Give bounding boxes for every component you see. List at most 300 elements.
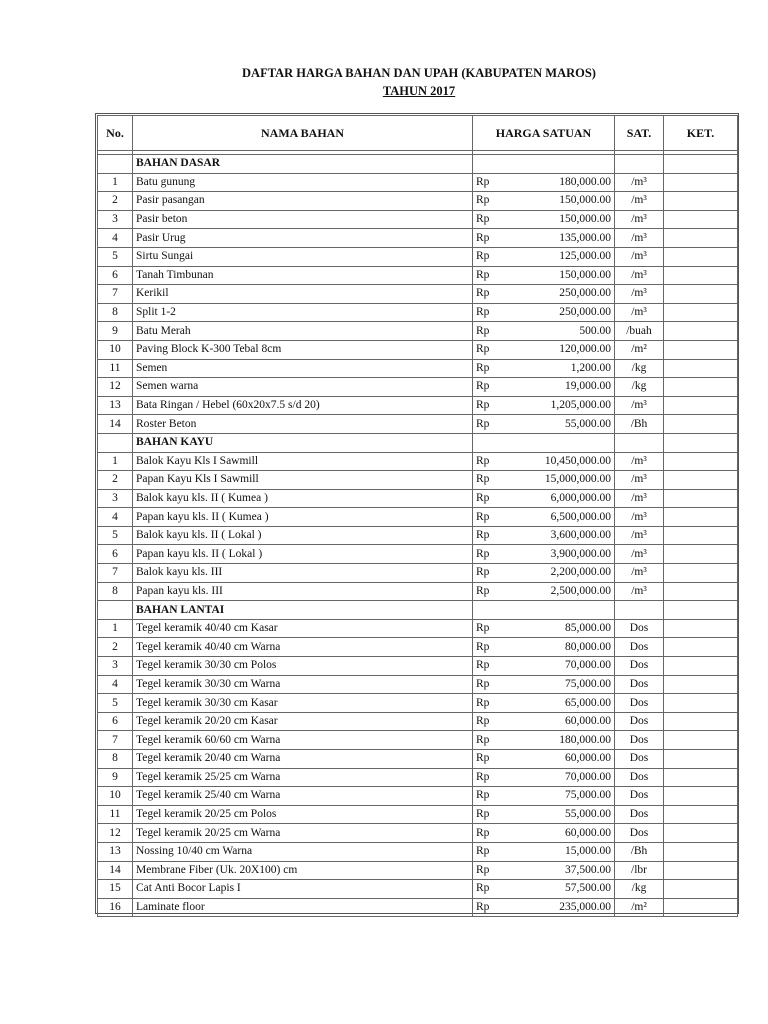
price-amount: 235,000.00: [559, 901, 611, 914]
row-number: 3: [98, 210, 133, 229]
unit-cell: /m³: [615, 210, 664, 229]
unit-cell: /m³: [615, 396, 664, 415]
table-row: [98, 508, 738, 527]
unit-cell: /Bh: [615, 415, 664, 434]
price-amount: 60,000.00: [565, 715, 611, 728]
price-cell: [473, 229, 615, 248]
note-cell: [664, 750, 738, 769]
material-name: Pasir beton: [133, 210, 473, 229]
column-header-unit: SAT.: [615, 116, 664, 151]
note-cell: [664, 675, 738, 694]
table-row: [98, 526, 738, 545]
price-cell: [473, 545, 615, 564]
table-row: [98, 247, 738, 266]
row-number: 13: [98, 396, 133, 415]
price-amount: 3,600,000.00: [550, 529, 611, 542]
note-cell: [664, 898, 738, 917]
note-cell: [664, 340, 738, 359]
currency-label: Rp: [476, 399, 490, 412]
price-cell: [473, 322, 615, 341]
row-number: 10: [98, 787, 133, 806]
material-name: Tegel keramik 25/40 cm Warna: [133, 787, 473, 806]
table-row: [98, 898, 738, 917]
note-cell: [664, 824, 738, 843]
currency-label: Rp: [476, 882, 490, 895]
material-name: Semen: [133, 359, 473, 378]
currency-label: Rp: [476, 324, 490, 337]
price-amount: 85,000.00: [565, 622, 611, 635]
material-name: Tegel keramik 25/25 cm Warna: [133, 768, 473, 787]
row-number: 4: [98, 508, 133, 527]
price-amount: 1,200.00: [570, 361, 611, 374]
note-cell: [664, 471, 738, 490]
currency-label: Rp: [476, 789, 490, 802]
price-amount: 57,500.00: [565, 882, 611, 895]
unit-cell: /m³: [615, 526, 664, 545]
price-cell: [473, 489, 615, 508]
section-title: BAHAN DASAR: [133, 155, 473, 174]
currency-label: Rp: [476, 770, 490, 783]
price-cell: [473, 898, 615, 917]
note-cell: [664, 638, 738, 657]
price-cell: [473, 768, 615, 787]
table-row: [98, 619, 738, 638]
table-row: [98, 712, 738, 731]
note-cell: [664, 229, 738, 248]
price-cell: [473, 192, 615, 211]
price-cell: [473, 805, 615, 824]
row-number: 8: [98, 582, 133, 601]
unit-cell: /m³: [615, 247, 664, 266]
section-title: BAHAN KAYU: [133, 433, 473, 452]
table-row: [98, 359, 738, 378]
row-number: 14: [98, 861, 133, 880]
note-cell: [664, 508, 738, 527]
currency-label: Rp: [476, 640, 490, 653]
unit-cell: /m³: [615, 452, 664, 471]
price-amount: 150,000.00: [559, 194, 611, 207]
section-header-row: [98, 155, 738, 174]
note-cell: [664, 694, 738, 713]
material-name: Papan kayu kls. II ( Kumea ): [133, 508, 473, 527]
currency-label: Rp: [476, 454, 490, 467]
row-number: 4: [98, 675, 133, 694]
table-row: [98, 303, 738, 322]
material-name: Pasir pasangan: [133, 192, 473, 211]
row-number: 15: [98, 880, 133, 899]
material-name: Sirtu Sungai: [133, 247, 473, 266]
price-amount: 180,000.00: [559, 175, 611, 188]
price-cell: [473, 880, 615, 899]
price-amount: 150,000.00: [559, 268, 611, 281]
unit-cell: /m³: [615, 471, 664, 490]
table-row: [98, 805, 738, 824]
unit-cell: /m³: [615, 564, 664, 583]
table-row: [98, 545, 738, 564]
price-amount: 2,500,000.00: [550, 584, 611, 597]
price-cell: [473, 619, 615, 638]
table-row: [98, 880, 738, 899]
currency-label: Rp: [476, 473, 490, 486]
material-name: Bata Ringan / Hebel (60x20x7.5 s/d 20): [133, 396, 473, 415]
price-cell: [473, 564, 615, 583]
row-number: 14: [98, 415, 133, 434]
row-number: 7: [98, 731, 133, 750]
note-cell: [664, 489, 738, 508]
column-header-price: HARGA SATUAN: [473, 116, 615, 151]
currency-label: Rp: [476, 529, 490, 542]
note-cell: [664, 657, 738, 676]
material-name: Tegel keramik 30/30 cm Kasar: [133, 694, 473, 713]
currency-label: Rp: [476, 677, 490, 690]
row-number: 6: [98, 712, 133, 731]
table-row: [98, 210, 738, 229]
table-row: [98, 638, 738, 657]
currency-label: Rp: [476, 231, 490, 244]
document-title: DAFTAR HARGA BAHAN DAN UPAH (KABUPATEN MAROS): [242, 66, 596, 80]
table-row: [98, 489, 738, 508]
row-number: 9: [98, 322, 133, 341]
note-cell: [664, 787, 738, 806]
unit-cell: Dos: [615, 675, 664, 694]
row-number: 12: [98, 824, 133, 843]
price-amount: 75,000.00: [565, 789, 611, 802]
material-name: Nossing 10/40 cm Warna: [133, 842, 473, 861]
unit-cell: /m³: [615, 582, 664, 601]
unit-cell: Dos: [615, 824, 664, 843]
price-cell: [473, 582, 615, 601]
row-number: 5: [98, 526, 133, 545]
unit-cell: /m³: [615, 192, 664, 211]
table-row: [98, 266, 738, 285]
row-number: 3: [98, 489, 133, 508]
material-name: Balok kayu kls. II ( Lokal ): [133, 526, 473, 545]
table-row: [98, 824, 738, 843]
row-number: 2: [98, 638, 133, 657]
material-name: Semen warna: [133, 378, 473, 397]
unit-cell: /m³: [615, 285, 664, 304]
row-number: 1: [98, 452, 133, 471]
price-cell: [473, 266, 615, 285]
note-cell: [664, 266, 738, 285]
currency-label: Rp: [476, 343, 490, 356]
note-cell: [664, 396, 738, 415]
table-row: [98, 861, 738, 880]
table-row: [98, 657, 738, 676]
currency-label: Rp: [476, 268, 490, 281]
row-number: 1: [98, 173, 133, 192]
unit-cell: Dos: [615, 712, 664, 731]
price-amount: 500.00: [579, 324, 611, 337]
table-row: [98, 842, 738, 861]
note-cell: [664, 359, 738, 378]
currency-label: Rp: [476, 863, 490, 876]
column-header-name: NAMA BAHAN: [133, 116, 473, 151]
table-row: [98, 768, 738, 787]
note-cell: [664, 173, 738, 192]
unit-cell: Dos: [615, 657, 664, 676]
price-cell: [473, 340, 615, 359]
material-name: Papan kayu kls. II ( Lokal ): [133, 545, 473, 564]
unit-cell: /kg: [615, 359, 664, 378]
table-row: [98, 694, 738, 713]
unit-cell: Dos: [615, 619, 664, 638]
currency-label: Rp: [476, 808, 490, 821]
material-name: Roster Beton: [133, 415, 473, 434]
currency-label: Rp: [476, 417, 490, 430]
price-amount: 1,205,000.00: [550, 399, 611, 412]
note-cell: [664, 619, 738, 638]
material-name: Tegel keramik 20/25 cm Polos: [133, 805, 473, 824]
price-amount: 75,000.00: [565, 677, 611, 690]
price-amount: 19,000.00: [565, 380, 611, 393]
material-name: Balok kayu kls. II ( Kumea ): [133, 489, 473, 508]
price-cell: [473, 508, 615, 527]
material-name: Tegel keramik 20/20 cm Kasar: [133, 712, 473, 731]
currency-label: Rp: [476, 194, 490, 207]
currency-label: Rp: [476, 380, 490, 393]
note-cell: [664, 285, 738, 304]
price-cell: [473, 731, 615, 750]
currency-label: Rp: [476, 175, 490, 188]
table-row: [98, 378, 738, 397]
material-name: Balok kayu kls. III: [133, 564, 473, 583]
material-name: Balok Kayu Kls I Sawmill: [133, 452, 473, 471]
material-name: Papan kayu kls. III: [133, 582, 473, 601]
price-cell: [473, 675, 615, 694]
price-cell: [473, 526, 615, 545]
price-cell: [473, 415, 615, 434]
currency-label: Rp: [476, 250, 490, 263]
material-name: Tegel keramik 20/40 cm Warna: [133, 750, 473, 769]
material-name: Tanah Timbunan: [133, 266, 473, 285]
note-cell: [664, 564, 738, 583]
row-number: 2: [98, 192, 133, 211]
currency-label: Rp: [476, 547, 490, 560]
unit-cell: /m²: [615, 898, 664, 917]
price-amount: 15,000.00: [565, 845, 611, 858]
price-cell: [473, 210, 615, 229]
row-number: 5: [98, 694, 133, 713]
unit-cell: Dos: [615, 731, 664, 750]
material-name: Tegel keramik 40/40 cm Warna: [133, 638, 473, 657]
unit-cell: Dos: [615, 805, 664, 824]
material-name: Split 1-2: [133, 303, 473, 322]
note-cell: [664, 861, 738, 880]
currency-label: Rp: [476, 845, 490, 858]
table-row: [98, 322, 738, 341]
price-table: [97, 115, 738, 917]
note-cell: [664, 545, 738, 564]
price-amount: 70,000.00: [565, 770, 611, 783]
currency-label: Rp: [476, 213, 490, 226]
currency-label: Rp: [476, 584, 490, 597]
row-number: 6: [98, 266, 133, 285]
note-cell: [664, 805, 738, 824]
price-amount: 250,000.00: [559, 306, 611, 319]
price-amount: 250,000.00: [559, 287, 611, 300]
material-name: Cat Anti Bocor Lapis I: [133, 880, 473, 899]
row-number: 3: [98, 657, 133, 676]
note-cell: [664, 192, 738, 211]
note-cell: [664, 247, 738, 266]
price-amount: 6,500,000.00: [550, 510, 611, 523]
material-name: Membrane Fiber (Uk. 20X100) cm: [133, 861, 473, 880]
note-cell: [664, 452, 738, 471]
price-amount: 65,000.00: [565, 696, 611, 709]
table-body: [98, 155, 738, 917]
table-row: [98, 192, 738, 211]
unit-cell: /m³: [615, 173, 664, 192]
table-row: [98, 340, 738, 359]
currency-label: Rp: [476, 306, 490, 319]
price-cell: [473, 452, 615, 471]
price-amount: 60,000.00: [565, 826, 611, 839]
unit-cell: /m³: [615, 303, 664, 322]
price-cell: [473, 861, 615, 880]
currency-label: Rp: [476, 715, 490, 728]
note-cell: [664, 880, 738, 899]
price-cell: [473, 787, 615, 806]
unit-cell: Dos: [615, 694, 664, 713]
currency-label: Rp: [476, 566, 490, 579]
price-cell: [473, 750, 615, 769]
currency-label: Rp: [476, 901, 490, 914]
currency-label: Rp: [476, 752, 490, 765]
unit-cell: Dos: [615, 750, 664, 769]
note-cell: [664, 378, 738, 397]
price-cell: [473, 359, 615, 378]
unit-cell: Dos: [615, 768, 664, 787]
unit-cell: /m³: [615, 508, 664, 527]
note-cell: [664, 731, 738, 750]
currency-label: Rp: [476, 659, 490, 672]
note-cell: [664, 582, 738, 601]
unit-cell: /m³: [615, 266, 664, 285]
material-name: Batu Merah: [133, 322, 473, 341]
price-cell: [473, 824, 615, 843]
row-number: 9: [98, 768, 133, 787]
table-row: [98, 415, 738, 434]
unit-cell: /m³: [615, 229, 664, 248]
table-row: [98, 452, 738, 471]
unit-cell: Dos: [615, 787, 664, 806]
unit-cell: /m²: [615, 340, 664, 359]
price-amount: 120,000.00: [559, 343, 611, 356]
price-amount: 125,000.00: [559, 250, 611, 263]
row-number: 5: [98, 247, 133, 266]
table-row: [98, 750, 738, 769]
row-number: 10: [98, 340, 133, 359]
header-row: [98, 116, 738, 151]
price-amount: 180,000.00: [559, 733, 611, 746]
price-amount: 70,000.00: [565, 659, 611, 672]
price-cell: [473, 378, 615, 397]
price-cell: [473, 712, 615, 731]
price-amount: 37,500.00: [565, 863, 611, 876]
note-cell: [664, 303, 738, 322]
note-cell: [664, 768, 738, 787]
material-name: Laminate floor: [133, 898, 473, 917]
price-cell: [473, 303, 615, 322]
table-row: [98, 396, 738, 415]
unit-cell: /m³: [615, 489, 664, 508]
table-row: [98, 675, 738, 694]
price-cell: [473, 285, 615, 304]
table-row: [98, 731, 738, 750]
material-name: Paving Block K-300 Tebal 8cm: [133, 340, 473, 359]
currency-label: Rp: [476, 510, 490, 523]
price-cell: [473, 173, 615, 192]
table-row: [98, 285, 738, 304]
material-name: Kerikil: [133, 285, 473, 304]
unit-cell: Dos: [615, 638, 664, 657]
table-row: [98, 173, 738, 192]
row-number: 11: [98, 359, 133, 378]
price-amount: 6,000,000.00: [550, 491, 611, 504]
unit-cell: /Bh: [615, 842, 664, 861]
row-number: 7: [98, 285, 133, 304]
row-number: 8: [98, 750, 133, 769]
material-name: Tegel keramik 30/30 cm Polos: [133, 657, 473, 676]
material-name: Tegel keramik 40/40 cm Kasar: [133, 619, 473, 638]
currency-label: Rp: [476, 361, 490, 374]
section-title: BAHAN LANTAI: [133, 601, 473, 620]
row-number: 2: [98, 471, 133, 490]
table-row: [98, 471, 738, 490]
price-cell: [473, 471, 615, 490]
material-name: Papan Kayu Kls I Sawmill: [133, 471, 473, 490]
unit-cell: /lbr: [615, 861, 664, 880]
row-number: 1: [98, 619, 133, 638]
note-cell: [664, 415, 738, 434]
unit-cell: /kg: [615, 378, 664, 397]
row-number: 13: [98, 842, 133, 861]
row-number: 12: [98, 378, 133, 397]
price-amount: 55,000.00: [565, 417, 611, 430]
material-name: Tegel keramik 30/30 cm Warna: [133, 675, 473, 694]
unit-cell: /kg: [615, 880, 664, 899]
price-amount: 135,000.00: [559, 231, 611, 244]
row-number: 4: [98, 229, 133, 248]
section-header-row: [98, 601, 738, 620]
price-cell: [473, 247, 615, 266]
material-name: Tegel keramik 60/60 cm Warna: [133, 731, 473, 750]
price-cell: [473, 842, 615, 861]
currency-label: Rp: [476, 287, 490, 300]
price-amount: 10,450,000.00: [544, 454, 611, 467]
note-cell: [664, 526, 738, 545]
row-number: 8: [98, 303, 133, 322]
row-number: 6: [98, 545, 133, 564]
currency-label: Rp: [476, 696, 490, 709]
note-cell: [664, 322, 738, 341]
currency-label: Rp: [476, 622, 490, 635]
price-amount: 80,000.00: [565, 640, 611, 653]
material-name: Batu gunung: [133, 173, 473, 192]
column-header-note: KET.: [664, 116, 738, 151]
price-cell: [473, 657, 615, 676]
price-amount: 3,900,000.00: [550, 547, 611, 560]
column-header-no: No.: [98, 116, 133, 151]
unit-cell: /m³: [615, 545, 664, 564]
price-amount: 150,000.00: [559, 213, 611, 226]
row-number: 7: [98, 564, 133, 583]
table-row: [98, 564, 738, 583]
table-row: [98, 229, 738, 248]
price-cell: [473, 396, 615, 415]
material-name: Tegel keramik 20/25 cm Warna: [133, 824, 473, 843]
